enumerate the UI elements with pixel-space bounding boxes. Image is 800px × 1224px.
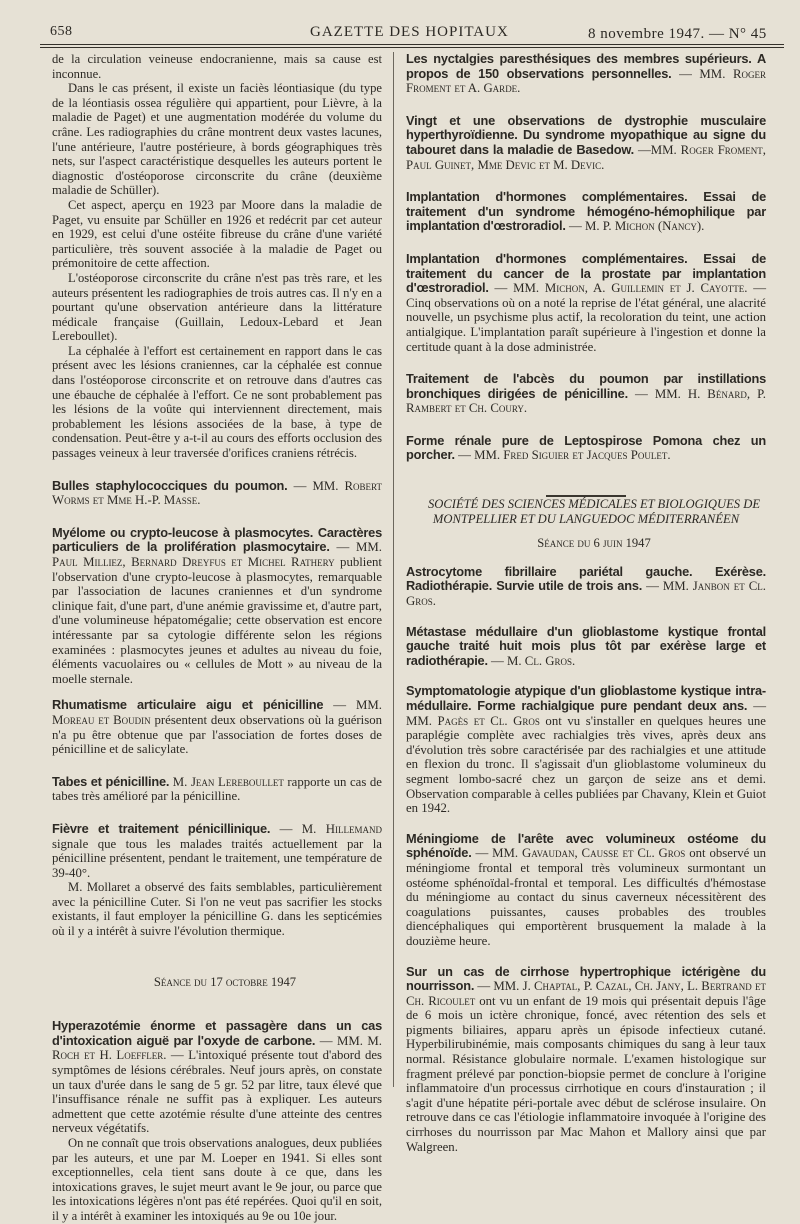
- abstract-heading: [52, 526, 382, 687]
- session-heading: Séance du 6 juin 1947: [537, 536, 651, 551]
- abstract-title: Traitement de l'abcès du poumon par instillations bronchiques dirigées de pénicilline.: [406, 371, 766, 401]
- abstract-title: Astrocytome fibrillaire pariétal gauche. Exérèse. Radiothérapie. Survie utile de trois ans.: [406, 563, 766, 594]
- abstract-title: Sur un cas de cirrhose hypertrophique ictérigène du nourrisson.: [406, 963, 766, 994]
- abstract-authors: — M. P. Michon (Nancy).: [565, 219, 705, 234]
- column-divider: [393, 52, 394, 1087]
- abstract-text: publient l'observation d'une crypto-leucose à plasmocytes, remarquable par l'association de lacunes craniennes et d'un syndrome clinique fait, d'une part, d'une anémie gravissime et, d'autre part, d'une volumineuse hépatomégalie; cette observation est encore intéressante par sa cytologie différente selon les régions examinées : plasmocytes jeunes et adultes au niveau du foie, éléments vacuolaires ou « cellules de Mott » au niveau de la moelle sternale.: [52, 555, 382, 686]
- abstract-text: ont vu un enfant de 19 mois qui présentait depuis l'âge de 6 mois un ictère chronique, foncé, avec rétention des sels et pigments biliaires, apparu après un épisode infectieux cutané. Hyperbilirubinémie, mais composants chimiques du sang à leur taux normal. Résistance globulaire normale. L'examen histologique sur fragment prélevé par ponction-biopsie permet de conclure à l'origine inflammatoire d'un processus cirrhotique en cours d'instauration ; il s'agit d'une hépatite péri-portale avec début de sclérose insulaire. On retrouve dans ce cas l'étiologie inflammatoire invoquée à l'origine des cirrhoses du nourrisson par Mac Mahon et Mallory ainsi que par Walgreen.: [406, 993, 766, 1154]
- abstract-authors: — MM. M. Roch et H. Loeffler.: [52, 1033, 382, 1063]
- abstract-heading: [406, 52, 766, 96]
- abstract-title: Implantation d'hormones complémentaires. Essai de traitement d'un syndrome hémogéno-hémophilique par implantation d'œstroradiol.: [406, 189, 766, 234]
- abstract-title: Méningiome de l'arête avec volumineux ostéome du sphénoïde.: [406, 830, 766, 861]
- abstract-heading: [406, 252, 766, 354]
- journal-title: GAZETTE DES HOPITAUX: [310, 24, 509, 40]
- page-number: 658: [50, 24, 73, 39]
- running-header: [40, 18, 782, 44]
- abstract-heading: [52, 1019, 382, 1136]
- right-column: [406, 52, 766, 1154]
- abstract-text: rapporte un cas de tabes très amélioré par la pénicilline.: [52, 774, 382, 804]
- abstract-authors: —MM. Roger Froment, Paul Guinet, Mme Devic et M. Devic.: [406, 142, 767, 172]
- abstract-heading: [406, 965, 766, 1155]
- abstract-authors: — MM. Michon, A. Guillemin et J. Cayotte.: [488, 281, 748, 296]
- abstract-authors: — M. Hillemand: [270, 821, 382, 836]
- abstract-authors: — MM. Robert Worms et Mme H.-P. Masse.: [52, 478, 382, 508]
- paragraph: La céphalée à l'effort est certainement en rapport dans le cas présent avec les lésions craniennes, car la céphalée est connue dans l'ostéoporose circonscrite et on retrouve dans d'autres cas une ébauche de céphalée à l'effort. Ce ne sont probablement pas les lésions de la voûte qui interviennent directement, mais probablement les lésions associées de la base, à type de condensation. Peut-être y a-t-il au cours des efforts occlusion des passages veineux à leur traversée d'orifices craniens rétrécis.: [52, 343, 382, 461]
- abstract-title: Forme rénale pure de Leptospirose Pomona chez un porcher.: [406, 432, 766, 463]
- society-heading: SOCIÉTÉ DES SCIENCES MÉDICALES ET BIOLOGIQUES DE MONTPELLIER ET DU LANGUEDOC MÉDITERRANÉEN: [427, 497, 761, 526]
- abstract-text: — L'intoxiqué présente tout d'abord des symptômes de lésions cérébrales. Neuf jours après, on constate un taux d'urée dans le sang de 5 gr. 52 par litre, taux élevé que l'insuffisance rénale ne suffit pas à expliquer. Les auteurs admettent que cette azotémie résulte d'une atteinte des centres nerveux végétatifs.: [52, 1048, 382, 1136]
- abstract-heading: [406, 190, 766, 234]
- abstract-text: ont vu s'installer en quelques heures une paraplégie complète avec rachialgies très vives, après deux ans d'évolution très sobre caractérisée par des rachialgies et une attitude en flexion du tronc. Il s'agissait d'un glioblastome volumineux du segment lombo-sacré chez un garçon de seize ans et demi. Observation comparable à celles publiées par Chavany, Klein et Guiot en 1942.: [406, 713, 766, 816]
- abstract-title: Métastase médullaire d'un glioblastome kystique frontal gauche traité huit mois plus tôt par exérèse large et radiothérapie.: [406, 623, 766, 668]
- issue-date: 8 novembre 1947. — N° 45: [588, 26, 767, 42]
- paragraph: On ne connaît que trois observations analogues, deux publiées par les auteurs, et une par M. Loeper en 1941. Si elles sont exceptionnelles, cela tient sans doute à ce que, dans les intoxications graves, le sujet meurt avant le 9e jour, ou parce que les intoxications légères n'ont pas été repérées. Quoi qu'il en soit, il y a intérêt à examiner les intoxiqués au 9e ou 10e jour.: [52, 1136, 382, 1223]
- abstract-heading: [406, 565, 766, 609]
- abstract-text: signale que tous les malades traités actuellement par la pénicilline présentent, pendant le traitement, une température de 39-40°.: [52, 836, 382, 880]
- abstract-authors: — MM. Pagès et Cl. Gros: [406, 699, 767, 728]
- abstract-authors: — MM. Fred Siguier et Jacques Poulet.: [454, 448, 671, 463]
- abstract-title: Tabes et pénicilline.: [52, 773, 170, 789]
- header-rule: [40, 44, 784, 45]
- abstract-authors: — MM. J. Chaptal, P. Cazal, Ch. Jany, L. Bertrand et Ch. Ricoulet: [406, 979, 766, 1008]
- paragraph: de la circulation veineuse endocranienne, mais sa cause est inconnue.: [52, 52, 382, 81]
- abstract-heading: [406, 684, 766, 815]
- abstract-title: Symptomatologie atypique d'un glioblastome kystique intra-médullaire. Forme rachialgique pure pendant deux ans.: [406, 683, 766, 713]
- paragraph: Cet aspect, aperçu en 1923 par Moore dans la maladie de Paget, vu ensuite par Schüller en 1926 et redécrit par cet auteur en 1929, est celui d'une ostéite fibreuse du crâne d'une variété particulière, très souvent associée à la maladie de Paget ou prémonitoire de cette affection.: [52, 197, 382, 271]
- abstract-heading: [52, 775, 382, 804]
- abstract-heading: [406, 625, 766, 669]
- abstract-authors: — M. Cl. Gros.: [487, 653, 576, 668]
- abstract-title: Rhumatisme articulaire aigu et pénicilline: [52, 697, 324, 713]
- abstract-heading: [406, 372, 766, 416]
- abstract-title: Vingt et une observations de dystrophie musculaire hyperthyroïdienne. Du syndrome myopathique au signe du tabouret dans la maladie de Basedow.: [406, 112, 766, 157]
- abstract-heading: [406, 114, 766, 172]
- paragraph: Dans le cas présent, il existe un faciès léontiasique (du type de la léontiasis ossea régulière qui appartient, pour Lièvre, à la maladie de Paget) et une augmentation modérée du volume du crâne. Les radiographies du crâne montrent deux vastes lacunes, l'une antérieure, l'autre postérieure, à bords géographiques très nets, sur l'aspect caractéristique desquelles les auteurs portent le diagnostic d'ostéoporose circonscrite du crâne (deuxième maladie de Schüller).: [52, 81, 382, 198]
- abstract-text: ont observé un méningiome frontal et temporal très volumineux surmontant un ostéome sphénoïdal-frontal et temporal. Les difficultés d'hémostase du méningiome au contact du sinus caverneux nécessitèrent des coagulations puissantes, causes probables des troubles diencéphaliques qui emportèrent brusquement la malade à la douzième heure.: [406, 846, 766, 948]
- abstract-heading: [52, 822, 382, 880]
- paragraph: M. Mollaret a observé des faits semblables, particulièrement avec la pénicilline Cuter. Si l'on ne veut pas sacrifier les stocks existants, il faut employer la pénicilline G. dans les septicémies où il y a intérêt à suivre l'évolution thermique.: [52, 880, 382, 939]
- abstract-title: Hyperazotémie énorme et passagère dans un cas d'intoxication aiguë par l'oxyde de carbone.: [52, 1018, 382, 1048]
- header-rule-double: [40, 47, 784, 48]
- abstract-authors: — MM. Janbon et Cl. Gros.: [406, 579, 766, 609]
- abstract-text: présentent deux observations où la guérison n'a pu être obtenue que par l'association de fortes doses de pénicilline et de salicylate.: [52, 712, 382, 757]
- abstract-title: Bulles staphylococciques du poumon.: [52, 477, 288, 493]
- abstract-heading: [52, 479, 382, 508]
- abstract-title: Myélome ou crypto-leucose à plasmocytes. Caractères particuliers de la prolifération plasmocytaire.: [52, 524, 382, 555]
- abstract-heading: [52, 698, 382, 756]
- abstract-authors: M. Jean Lereboullet: [169, 774, 284, 789]
- abstract-authors: — MM. Moreau et Boudin: [52, 698, 382, 727]
- abstract-text: — Cinq observations où on a noté la reprise de l'état général, une alacrité nouvelle, un psychisme plus actif, la recoloration du teint, une action antialgique. L'implantation paraît supérieure à l'ingestion et donne la certitude quant à la dose administrée.: [406, 281, 766, 354]
- session-heading: Séance du 17 octobre 1947: [153, 974, 297, 989]
- abstract-authors: — MM. Paul Milliez, Bernard Dreyfus et Michel Rathery: [52, 540, 382, 569]
- abstract-title: Implantation d'hormones complémentaires. Essai de traitement du cancer de la prostate par implantation d'œstroradiol.: [406, 250, 766, 296]
- abstract-heading: [406, 832, 766, 949]
- paragraph: L'ostéoporose circonscrite du crâne n'est pas très rare, et les auteurs présentent les radiographies de trois autres cas. Il n'y en a pourtant qu'une observation antérieure dans la littérature médicale française (Guillain, Ledoux-Lebard et Jean Lereboullet).: [52, 270, 382, 344]
- abstract-authors: — MM. Gavaudan, Causse et Cl. Gros: [471, 846, 686, 861]
- abstract-authors: — MM. Roger Froment et A. Garde.: [406, 66, 766, 96]
- left-column: [52, 52, 382, 1224]
- abstract-authors: — MM. H. Bénard, P. Rambert et Ch. Coury.: [406, 386, 766, 416]
- abstract-heading: [406, 434, 766, 463]
- abstract-title: Fièvre et traitement pénicillinique.: [52, 820, 271, 836]
- abstract-title: Les nyctalgies paresthésiques des membres supérieurs. A propos de 150 observations personnelles.: [406, 51, 766, 81]
